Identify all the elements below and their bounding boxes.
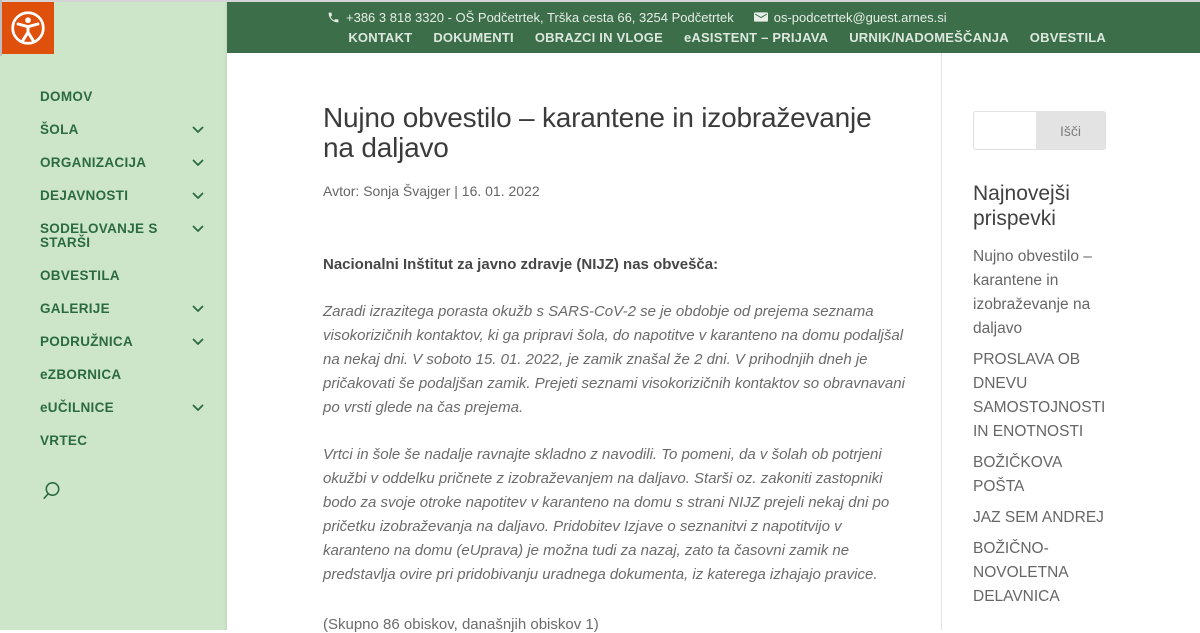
- sidebar-item-label: eUČILNICE: [40, 400, 114, 415]
- top-header-bar: [227, 0, 1200, 53]
- article-paragraph-2: Vrtci in šole še nadalje ravnajte skladno z navodili. To pomeni, da v šolah ob potrjeni okužbi v oddelku pričnete z izobraževanjem na daljavo. Starši oz. zakoniti zastopniki bodo za svoje otroke napotitev v karanteno na domu s strani NIJZ prejeli nekaj dni po pričetku izobraževanja na daljavo. Pridobitev Izjave o seznanitvi z napotitvijo v karanteno na domu (eUprava) je možna tudi za nazaj, zato ta časovni zamik ne predstavlja ovire pri pridobivanju uradnega dokumenta, iz katerega izhajajo pravice.: [323, 446, 890, 583]
- sidebar-item-label: ŠOLA: [40, 122, 79, 137]
- sidebar-item-sodelovanje-s-starsi[interactable]: [40, 222, 190, 250]
- search-icon: [40, 480, 62, 502]
- post-meta: Avtor: Sonja Švajger | 16. 01. 2022: [323, 183, 540, 199]
- sidebar-item-label: OBVESTILA: [40, 268, 120, 283]
- sidebar-item-label: DEJAVNOSTI: [40, 188, 129, 203]
- sidebar-item-label: VRTEC: [40, 433, 88, 448]
- sidebar-item-dejavnosti[interactable]: [40, 189, 190, 203]
- contact-info: [327, 9, 947, 25]
- menu-item-obrazci-in-vloge[interactable]: OBRAZCI IN VLOGE: [534, 30, 663, 45]
- recent-posts-list: [973, 245, 1106, 609]
- visit-counter: (Skupno 86 obiskov, današnjih obiskov 1): [323, 616, 599, 633]
- search-button[interactable]: Išči: [1036, 111, 1106, 150]
- recent-post-link[interactable]: BOŽIČKOVA POŠTA: [973, 454, 1062, 495]
- sidebar-item-label: DOMOV: [40, 89, 93, 104]
- recent-post-link[interactable]: JAZ SEM ANDREJ: [973, 509, 1104, 526]
- main-navigation: [40, 90, 210, 467]
- page-top-edge: [0, 0, 1200, 2]
- sidebar-item-label: PODRUŽNICA: [40, 334, 133, 349]
- sidebar-item-galerije[interactable]: [40, 302, 190, 316]
- content-divider: [941, 53, 942, 630]
- chevron-down-icon: [192, 305, 204, 313]
- article-paragraph-1: Zaradi izrazitega porasta okužb s SARS-CoV-2 se je obdobje od prejema seznama visokorizičnih kontaktov, ki ga pripravi šola, do napotitve v karanteno na domu podaljšal na nekaj dni. V soboto 15. 01. 2022, je zamik znašal že 2 dni. V prihodnjih dneh je pričakovati še podaljšan zamik. Prejeti seznami visokorizičnih kontaktov so obravnavani po vrsti glede na čas prejema.: [323, 303, 905, 416]
- secondary-menu: [348, 30, 1106, 45]
- menu-item-easistent-prijava[interactable]: eASISTENT – PRIJAVA: [684, 30, 829, 45]
- left-sidebar: [0, 0, 227, 630]
- chevron-down-icon: [192, 126, 204, 134]
- search-input[interactable]: [973, 111, 1036, 150]
- sidebar-item-label: eZBORNICA: [40, 367, 122, 382]
- sidebar-item-label: ORGANIZACIJA: [40, 155, 147, 170]
- recent-post-link[interactable]: Nujno obvestilo – karantene in izobraževanje na daljavo: [973, 248, 1092, 337]
- sidebar-item-podruznica[interactable]: [40, 335, 190, 349]
- page-title: Nujno obvestilo – karantene in izobraževanje na daljavo: [323, 102, 872, 163]
- accessibility-widget-button[interactable]: [2, 2, 54, 54]
- sidebar-item-domov[interactable]: [40, 90, 190, 104]
- recent-post-link[interactable]: PROSLAVA OB DNEVU SAMOSTOJNOSTI IN ENOTNOSTI: [973, 351, 1106, 440]
- chevron-down-icon: [192, 225, 204, 233]
- menu-item-kontakt[interactable]: KONTAKT: [348, 30, 413, 45]
- sidebar-item-label: SODELOVANJE S STARŠI: [40, 221, 158, 250]
- sidebar-item-organizacija[interactable]: [40, 156, 190, 170]
- chevron-down-icon: [192, 159, 204, 167]
- phone-icon: [327, 11, 340, 24]
- sidebar-item-eucilnice[interactable]: [40, 401, 190, 415]
- sidebar-item-ezbornica[interactable]: [40, 368, 190, 382]
- article-intro: Nacionalni Inštitut za javno zdravje (NIJZ) nas obvešča:: [323, 256, 719, 273]
- accessibility-icon: [9, 9, 47, 47]
- sidebar-item-obvestila[interactable]: [40, 269, 190, 283]
- article: [323, 103, 905, 633]
- menu-item-dokumenti[interactable]: DOKUMENTI: [433, 30, 514, 45]
- recent-post-link[interactable]: BOŽIČNO-NOVOLETNA DELAVNICA: [973, 540, 1068, 605]
- email-icon: [754, 11, 768, 23]
- email-link[interactable]: os-podcetrtek@guest.arnes.si: [773, 9, 947, 25]
- sidebar-item-label: GALERIJE: [40, 301, 110, 316]
- chevron-down-icon: [192, 192, 204, 200]
- sidebar-item-vrtec[interactable]: [40, 434, 190, 448]
- menu-item-urnik-nadomescanja[interactable]: URNIK/NADOMEŠČANJA: [849, 30, 1009, 45]
- phone-text: +386 3 818 3320 - OŠ Podčetrtek, Trška cesta 66, 3254 Podčetrtek: [346, 9, 734, 25]
- recent-posts-heading: Najnovejši prispevki: [973, 182, 1070, 230]
- sidebar-item-sola[interactable]: [40, 123, 190, 137]
- chevron-down-icon: [192, 338, 204, 346]
- sidebar-search-toggle[interactable]: [40, 480, 62, 502]
- right-sidebar: [973, 111, 1106, 616]
- search-form: [973, 111, 1106, 150]
- chevron-down-icon: [192, 404, 204, 412]
- menu-item-obvestila[interactable]: OBVESTILA: [1029, 30, 1106, 45]
